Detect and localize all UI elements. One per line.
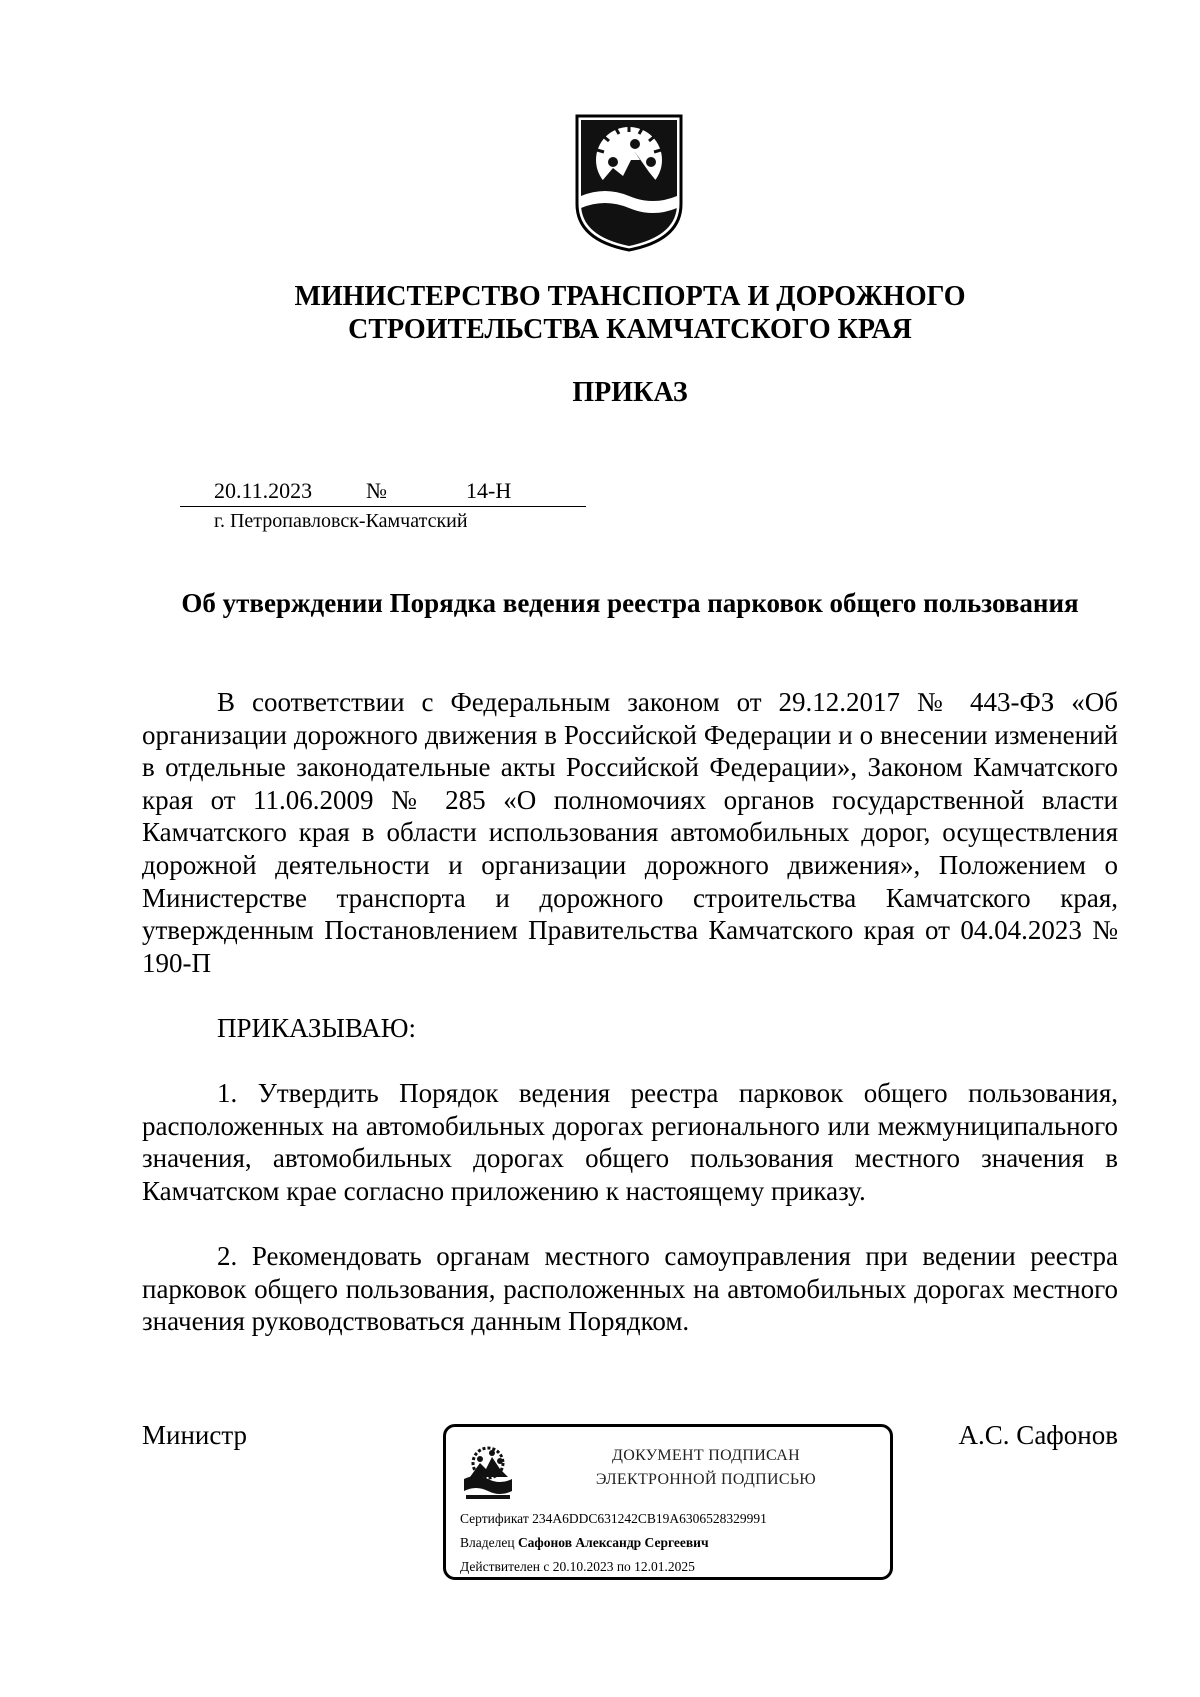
- stamp-heading-line1: ДОКУМЕНТ ПОДПИСАН: [612, 1447, 800, 1464]
- order-word: ПРИКАЗЫВАЮ:: [217, 1013, 416, 1043]
- coat-of-arms-icon: [573, 112, 685, 252]
- signer-position: Министр: [142, 1420, 247, 1450]
- signer-name: А.С. Сафонов: [958, 1420, 1118, 1450]
- valid-from-word: с: [543, 1559, 550, 1574]
- city: г. Петропавловск-Камчатский: [214, 510, 468, 532]
- stamp-validity: [460, 1559, 695, 1575]
- stamp-coat-of-arms-icon: [458, 1443, 518, 1501]
- valid-to: 12.01.2025: [634, 1559, 695, 1574]
- order-item-1: 1. Утвердить Порядок ведения реестра парковок общего пользования, расположенных на автомобильных дорогах регионального или межмуниципального значения, автомобильных дорогах общего пользования местного значения в Камчатском крае согласно приложению к настоящему приказу.: [142, 1078, 1118, 1206]
- ministry-name: [0, 280, 1200, 346]
- cert-label: Сертификат: [460, 1511, 529, 1526]
- preamble-paragraph: В соответствии с Федеральным законом от 29.12.2017 № 443-ФЗ «Об организации дорожного движения в Российской Федерации и о внесении изменений в отдельные законодательные акты Российской Федерации», Законом Камчатского края от 11.06.2009 № 285 «О полномочиях органов государственной власти Камчатского края в области использования автомобильных дорог, осуществления дорожной деятельности и организации дорожного движения», Положением о Министерстве транспорта и дорожного строительства Камчатского края, утвержденным Постановлением Правительства Камчатского края от 04.04.2023 № 190-П: [142, 687, 1118, 978]
- valid-from: 20.10.2023: [552, 1559, 614, 1574]
- ministry-name-line2: СТРОИТЕЛЬСТВА КАМЧАТСКОГО КРАЯ: [348, 314, 912, 345]
- cert-value: 234A6DDC631242CB19A6306528329991: [532, 1511, 767, 1526]
- ministry-name-line1: МИНИСТЕРСТВО ТРАНСПОРТА И ДОРОЖНОГО: [294, 281, 966, 312]
- owner-label: Владелец: [460, 1535, 515, 1550]
- valid-label: Действителен: [460, 1559, 540, 1574]
- e-signature-stamp: [443, 1424, 893, 1580]
- stamp-owner: [460, 1535, 709, 1551]
- document-type: ПРИКАЗ: [572, 377, 688, 408]
- document-date: 20.11.2023: [214, 478, 313, 503]
- document-number: 14-Н: [466, 478, 512, 503]
- date-number-line: [180, 474, 586, 507]
- stamp-heading-line2: ЭЛЕКТРОННОЙ ПОДПИСЬЮ: [595, 1471, 817, 1488]
- stamp-certificate: [460, 1511, 767, 1527]
- valid-to-word: по: [616, 1559, 631, 1574]
- number-sign: №: [366, 478, 387, 503]
- owner-value: Сафонов Александр Сергеевич: [517, 1535, 709, 1550]
- document-subject: Об утверждении Порядка ведения реестра парковок общего пользования: [181, 588, 1079, 618]
- order-item-2: 2. Рекомендовать органам местного самоуправления при ведении реестра парковок общего пользования, расположенных на автомобильных дорогах местного значения руководствоваться данным Порядком.: [142, 1241, 1118, 1337]
